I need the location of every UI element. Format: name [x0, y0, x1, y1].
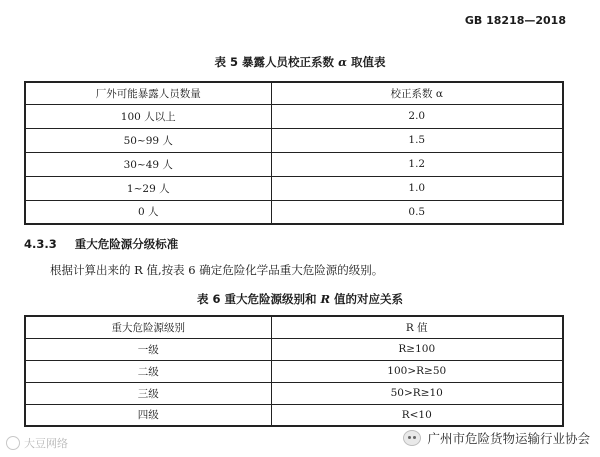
table-6-caption-suffix: 值的对应关系	[334, 292, 404, 306]
table-cell: 二级	[25, 360, 271, 382]
table-5-header-row	[25, 82, 563, 104]
table-5-caption-prefix: 表 5 暴露人员校正系数	[214, 55, 335, 69]
section-heading	[24, 236, 178, 252]
table-row	[25, 104, 563, 128]
table-cell: 0.5	[271, 200, 563, 224]
publisher-watermark	[403, 429, 590, 447]
table-row	[25, 404, 563, 426]
table-cell: 100 人以上	[25, 104, 271, 128]
table-cell: R<10	[271, 404, 563, 426]
table-6-caption	[0, 291, 600, 307]
table-6	[24, 315, 564, 427]
table-cell: 一级	[25, 338, 271, 360]
table-cell: 50~99 人	[25, 128, 271, 152]
table-6-header-row	[25, 316, 563, 338]
publisher-watermark-label: 广州市危险货物运输行业协会	[427, 431, 590, 446]
table-5-caption-suffix: 取值表	[350, 55, 386, 69]
table-5	[24, 81, 564, 225]
table-row	[25, 152, 563, 176]
section-number: 4.3.3	[24, 237, 57, 251]
source-watermark	[6, 435, 68, 451]
table-5-header-cell: 厂外可能暴露人员数量	[25, 82, 271, 104]
table-cell: 1.5	[271, 128, 563, 152]
table-cell: 30~49 人	[25, 152, 271, 176]
table-cell: 0 人	[25, 200, 271, 224]
table-6-header-cell: R 值	[271, 316, 563, 338]
source-watermark-label: 大豆网络	[24, 437, 68, 450]
table-cell: 四级	[25, 404, 271, 426]
weibo-icon	[6, 436, 20, 450]
standard-number: GB 18218—2018	[464, 14, 566, 27]
table-6-header-cell: 重大危险源级别	[25, 316, 271, 338]
table-cell: R≥100	[271, 338, 563, 360]
table-cell: 1.0	[271, 176, 563, 200]
table-row	[25, 338, 563, 360]
table-6-caption-prefix: 表 6 重大危险源级别和	[196, 292, 317, 306]
table-5-caption	[0, 54, 600, 70]
body-paragraph: 根据计算出来的 R 值,按表 6 确定危险化学品重大危险源的级别。	[50, 263, 384, 277]
table-row	[25, 360, 563, 382]
table-5-header-cell: 校正系数 α	[271, 82, 563, 104]
wechat-icon	[403, 430, 421, 446]
table-cell: 三级	[25, 382, 271, 404]
table-5-caption-symbol: α	[338, 55, 347, 69]
table-row	[25, 382, 563, 404]
table-cell: 1.2	[271, 152, 563, 176]
section-title: 重大危险源分级标准	[74, 237, 179, 251]
table-row	[25, 176, 563, 200]
table-cell: 2.0	[271, 104, 563, 128]
table-row	[25, 128, 563, 152]
table-cell: 1~29 人	[25, 176, 271, 200]
table-cell: 100>R≥50	[271, 360, 563, 382]
table-row	[25, 200, 563, 224]
table-6-caption-symbol: R	[320, 292, 331, 306]
table-cell: 50>R≥10	[271, 382, 563, 404]
